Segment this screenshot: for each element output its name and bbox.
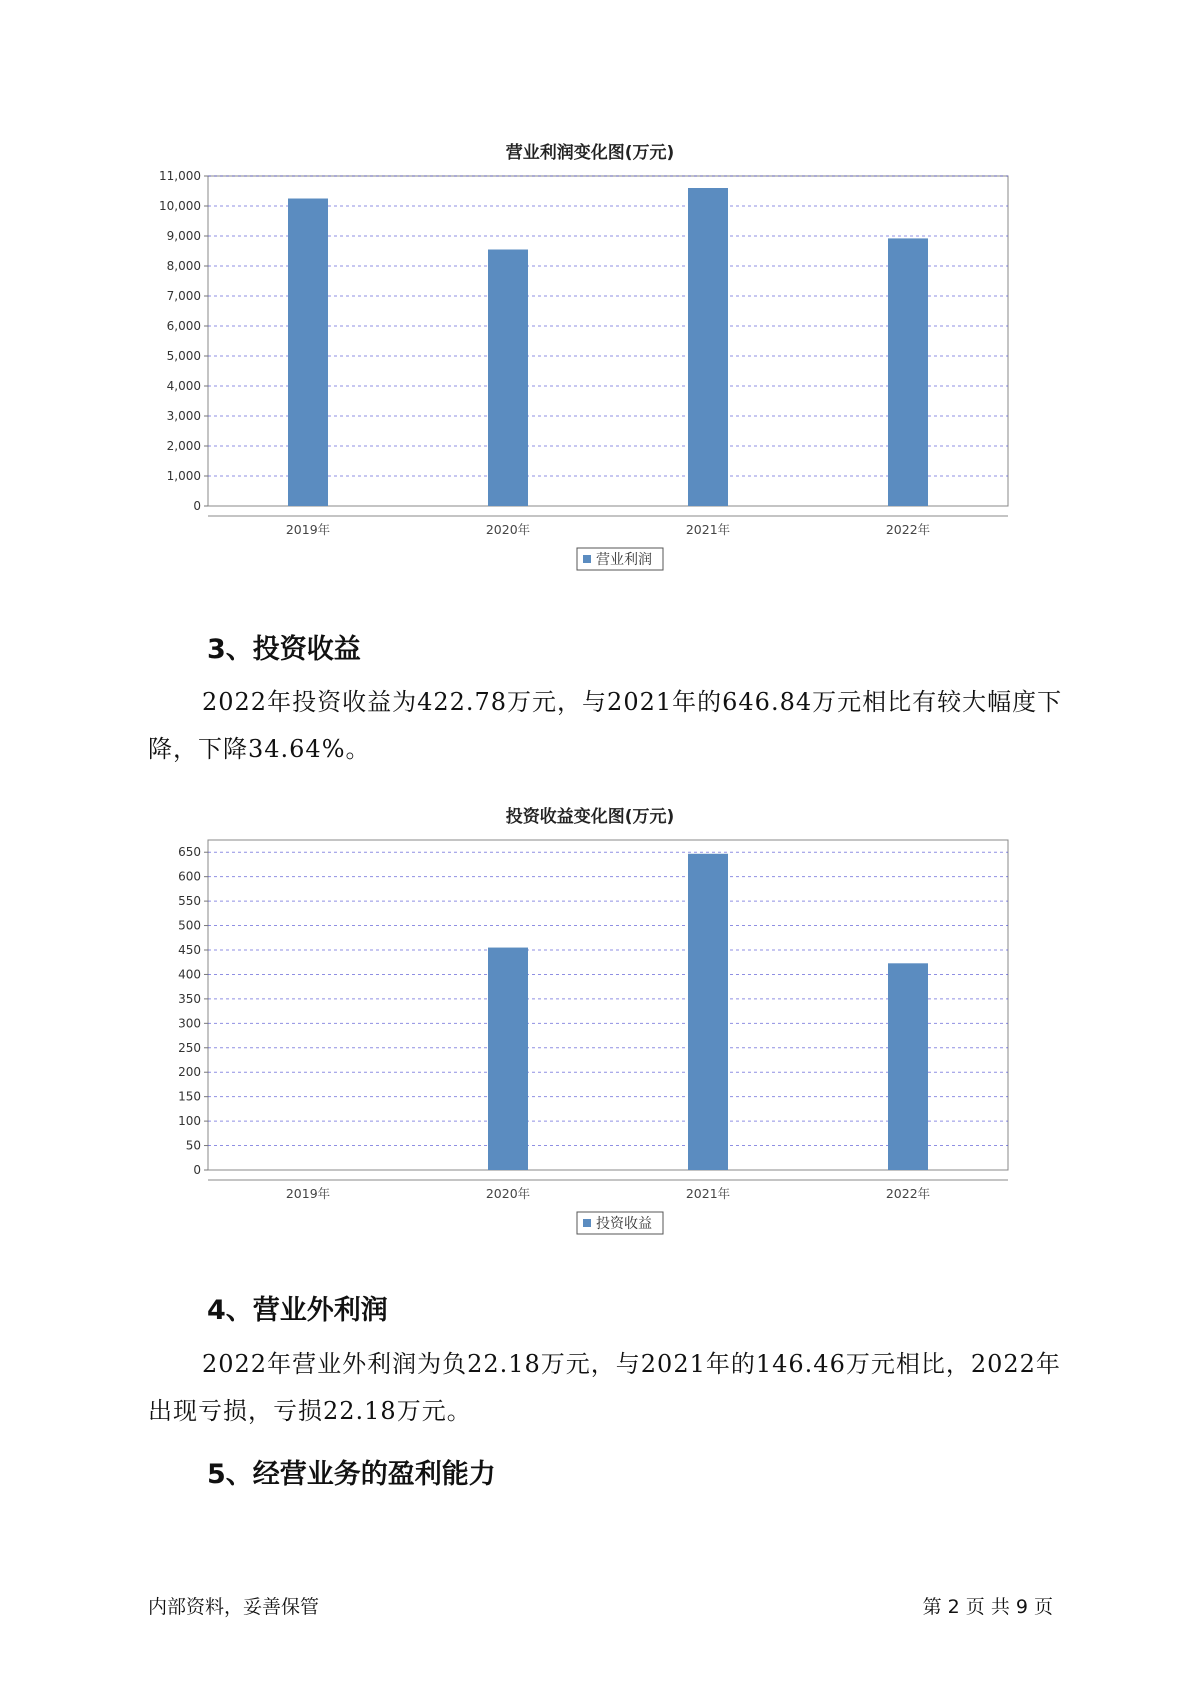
y-tick-label: 400 bbox=[178, 967, 201, 982]
x-category-label: 2020年 bbox=[485, 522, 531, 537]
section-3-paragraph: 2022年投资收益为422.78万元，与2021年的646.84万元相比有较大幅度下降，下降34.64%。 bbox=[148, 688, 1063, 763]
footer-confidential-note: 内部资料，妥善保管 bbox=[148, 1596, 320, 1618]
bar bbox=[488, 250, 528, 507]
x-category-label: 2020年 bbox=[485, 1186, 531, 1201]
y-tick-label: 4,000 bbox=[166, 379, 201, 393]
bar bbox=[688, 188, 728, 506]
operating-profit-chart-svg bbox=[150, 168, 1030, 598]
bar bbox=[888, 238, 928, 506]
y-tick-label: 600 bbox=[178, 869, 201, 884]
chart-title: 投资收益变化图(万元) bbox=[505, 807, 675, 827]
chart-title: 营业利润变化图(万元) bbox=[505, 143, 675, 163]
bar bbox=[488, 948, 528, 1170]
y-tick-label: 2,000 bbox=[166, 439, 201, 453]
bar bbox=[288, 199, 328, 507]
y-tick-label: 650 bbox=[178, 845, 201, 860]
y-tick-label: 3,000 bbox=[166, 409, 201, 423]
y-tick-label: 0 bbox=[193, 499, 201, 513]
x-category-label: 2022年 bbox=[885, 1186, 931, 1201]
y-tick-label: 9,000 bbox=[166, 229, 201, 243]
y-tick-label: 200 bbox=[178, 1065, 201, 1080]
x-category-label: 2019年 bbox=[285, 1186, 331, 1201]
section-4-paragraph: 2022年营业外利润为负22.18万元，与2021年的146.46万元相比，2022年出现亏损，亏损22.18万元。 bbox=[148, 1350, 1061, 1425]
x-category-label: 2019年 bbox=[285, 522, 331, 537]
y-tick-label: 11,000 bbox=[159, 169, 201, 183]
investment-income-chart bbox=[150, 802, 1030, 1262]
legend-swatch bbox=[583, 555, 591, 563]
y-tick-label: 550 bbox=[178, 894, 201, 909]
legend bbox=[577, 548, 663, 570]
investment-income-chart-svg bbox=[150, 832, 1030, 1262]
x-category-label: 2021年 bbox=[685, 522, 731, 537]
bar bbox=[888, 963, 928, 1170]
footer-page-number: 第 2 页 共 9 页 bbox=[922, 1596, 1053, 1618]
y-tick-label: 300 bbox=[178, 1016, 201, 1031]
y-tick-label: 1,000 bbox=[166, 469, 201, 483]
y-tick-label: 8,000 bbox=[166, 259, 201, 273]
y-tick-label: 7,000 bbox=[166, 289, 201, 303]
section-4-heading: 4、营业外利润 bbox=[207, 1295, 388, 1326]
y-tick-label: 150 bbox=[178, 1089, 201, 1104]
bar bbox=[688, 854, 728, 1170]
y-tick-label: 5,000 bbox=[166, 349, 201, 363]
section-3-heading: 3、投资收益 bbox=[207, 634, 361, 665]
x-category-label: 2022年 bbox=[885, 522, 931, 537]
y-tick-label: 350 bbox=[178, 991, 201, 1006]
legend-swatch bbox=[583, 1219, 591, 1227]
x-category-label: 2021年 bbox=[685, 1186, 731, 1201]
legend bbox=[577, 1212, 663, 1234]
y-tick-label: 500 bbox=[178, 918, 201, 933]
y-tick-label: 10,000 bbox=[159, 199, 201, 213]
y-tick-label: 50 bbox=[185, 1138, 201, 1153]
y-tick-label: 100 bbox=[178, 1114, 201, 1129]
y-tick-label: 450 bbox=[178, 943, 201, 957]
section-5-heading: 5、经营业务的盈利能力 bbox=[207, 1459, 496, 1490]
legend-label: 营业利润 bbox=[596, 552, 652, 568]
y-tick-label: 250 bbox=[178, 1040, 201, 1055]
operating-profit-chart bbox=[150, 138, 1030, 598]
y-tick-label: 6,000 bbox=[166, 319, 201, 333]
y-tick-label: 0 bbox=[193, 1163, 201, 1177]
legend-label: 投资收益 bbox=[596, 1216, 652, 1232]
